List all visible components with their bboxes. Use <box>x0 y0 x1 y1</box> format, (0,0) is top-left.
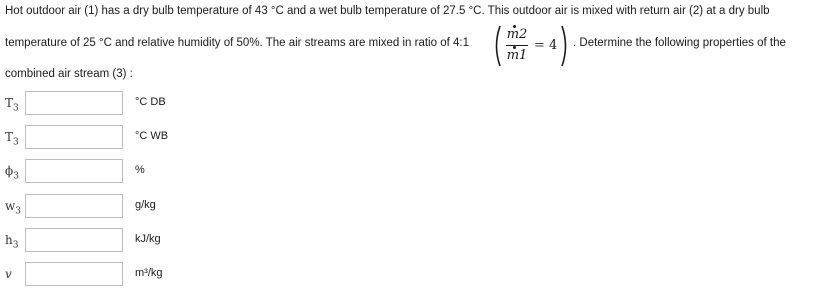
answer-row-w3 <box>5 194 305 218</box>
equals-sign: = <box>534 38 545 53</box>
row-label: $w_3$ <box>5 199 22 217</box>
unit-label: m³/kg <box>135 267 163 279</box>
ratio-numerator-text: m2 <box>506 27 528 42</box>
ratio-denominator-text: m1 <box>506 48 528 63</box>
row-label: $T_3$ <box>5 130 19 148</box>
unit-label: kJ/kg <box>135 233 161 245</box>
row-label: v <box>5 267 12 281</box>
t3-wb-input[interactable] <box>25 125 123 149</box>
row-label: $T_3$ <box>5 96 19 114</box>
problem-line-2 <box>5 37 469 49</box>
unit-label: °C WB <box>135 130 169 142</box>
answer-row-phi3 <box>5 159 305 183</box>
h3-input[interactable] <box>25 228 123 252</box>
row-label: $\phi_3$ <box>5 164 19 182</box>
unit-label: % <box>135 164 145 176</box>
answer-row-v <box>5 262 305 286</box>
ratio-numerator <box>504 27 530 42</box>
v-input[interactable] <box>25 262 123 286</box>
ratio-equals <box>534 38 557 53</box>
fraction-bar <box>506 45 528 46</box>
right-paren-icon <box>560 24 570 68</box>
mass-ratio-fraction <box>504 24 530 68</box>
mass-ratio-equation <box>492 24 572 68</box>
w3-input[interactable] <box>25 194 123 218</box>
problem-line-2-before: temperature of 25 °C and relative humidity of 50%. The air streams are mixed in ratio of 4:1 <box>5 37 469 49</box>
t3-db-input[interactable] <box>25 91 123 115</box>
problem-line-3: combined air stream (3) : <box>5 68 133 80</box>
problem-line-1: Hot outdoor air (1) has a dry bulb temperature of 43 °C and a wet bulb temperature of 27.5 °C. This outdoor air is mixed with return air (2) at a dry bulb <box>5 5 770 17</box>
unit-label: °C DB <box>135 96 166 108</box>
unit-label: g/kg <box>135 199 156 211</box>
ratio-denominator <box>504 48 530 63</box>
answer-row-t3-db <box>5 91 305 115</box>
left-paren-icon <box>492 24 502 68</box>
phi3-input[interactable] <box>25 159 123 183</box>
answer-row-h3 <box>5 228 305 252</box>
row-label: $h_3$ <box>5 233 19 251</box>
problem-line-2-after: . Determine the following properties of the <box>573 37 786 49</box>
ratio-value: 4 <box>549 38 558 53</box>
answer-row-t3-wb <box>5 125 305 149</box>
